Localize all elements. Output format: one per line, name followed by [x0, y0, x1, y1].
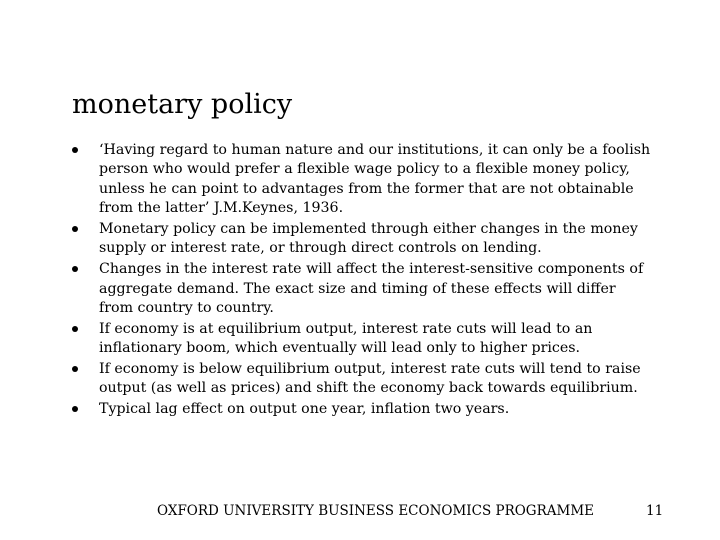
bullet-item-equilibrium-output: [72, 320, 652, 359]
bullet-item-below-equilibrium: [72, 360, 652, 399]
bullet-text: Typical lag effect on output one year, inflation two years.: [99, 401, 510, 418]
bullet-dot-icon: [72, 147, 78, 153]
bullet-dot-icon: [72, 366, 78, 372]
bullet-text: ‘Having regard to human nature and our institutions, it can only be a foolish person who would prefer a flexible wage policy to a flexible money policy, unless he can point to advantages from the former that are not obtainable from the latter’ J.M.Keynes, 1936.: [99, 142, 651, 217]
page-number: 11: [646, 503, 664, 519]
bullet-dot-icon: [72, 326, 78, 332]
bullet-dot-icon: [72, 266, 78, 272]
bullet-list: [72, 141, 652, 421]
bullet-item-implementation: [72, 220, 652, 259]
bullet-item-lag-effect: [72, 400, 652, 419]
bullet-item-interest-rate-effects: [72, 260, 652, 318]
bullet-item-keynes-quote: [72, 141, 652, 219]
slide-title: monetary policy: [72, 89, 293, 120]
bullet-text: Changes in the interest rate will affect the interest-sensitive components of aggregate demand. The exact size and timing of these effects will differ from country to country.: [99, 261, 644, 317]
bullet-dot-icon: [72, 226, 78, 232]
bullet-text: If economy is at equilibrium output, interest rate cuts will lead to an inflationary boom, which eventually will lead only to higher prices.: [99, 320, 593, 357]
bullet-text: Monetary policy can be implemented through either changes in the money supply or interest rate, or through direct controls on lending.: [99, 221, 638, 257]
bullet-text: If economy is below equilibrium output, interest rate cuts will tend to raise output (as well as prices) and shift the economy back towards equilibrium.: [99, 361, 641, 397]
slide-footer: OXFORD UNIVERSITY BUSINESS ECONOMICS PROGRAMME: [157, 503, 595, 519]
bullet-dot-icon: [72, 406, 78, 412]
